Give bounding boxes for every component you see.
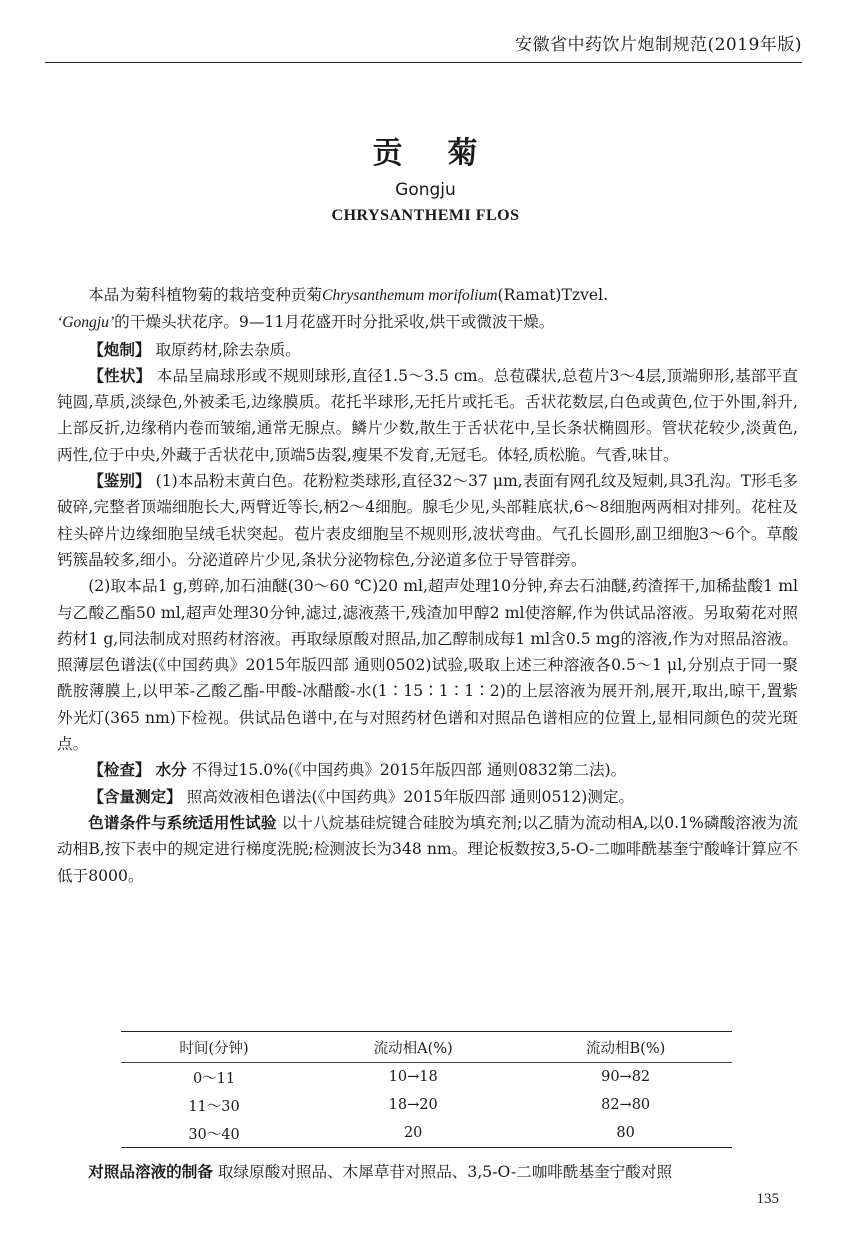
table-row: 0～11 10→18 90→82 <box>192 1069 651 1087</box>
chromatography-conditions: 色谱条件与系统适用性试验 以十八烷基硅烷键合硅胶为填充剂;以乙腈为流动相A,以0.1%磷酸溶液为流动相B,按下表中的规定进行梯度洗脱;检测波长为348 nm。理论板数按3,5-O-二咖啡酰基奎宁酸峰计算应不低于8000。 <box>57 813 798 885</box>
assay-tag: 【含量测定】 <box>88 787 182 806</box>
intro-paragraph: 本品为菊科植物菊的栽培变种贡菊Chrysanthemum morifolium(Ramat)Tzvel. ‘Gongju’的干燥头状花序。9—11月花盛开时分批采收,烘干或微波干燥。 <box>57 286 609 332</box>
description-section: 【性状】 本品呈扁球形或不规则球形,直径1.5～3.5 cm。总苞碟状,总苞片3～4层,顶端卵形,基部平直钝圆,草质,淡绿色,外被柔毛,边缘膜质。花托半球形,无托片或托毛。舌状花数层,白色或黄色,位于外围,斜升,上部反折,边缘稍内卷而皱缩,通常无腺点。鳞片少数,散生于舌状花中,呈长条状椭圆形。管状花较少,淡黄色,两性,位于中央,外藏于舌状花中,顶端5齿裂,瘦果不发育,无冠毛。体轻,质松脆。气香,味甘。 <box>57 366 798 464</box>
identification-tag: 【鉴别】 <box>88 472 151 491</box>
reference-prep-subhead: 对照品溶液的制备 <box>88 1163 213 1181</box>
monograph-title <box>0 128 851 172</box>
identification-section-1: 【鉴别】 (1)本品粉末黄白色。花粉粒类球形,直径32～37 μm,表面有网孔纹及短刺,具3孔沟。T形毛多破碎,完整者顶端细胞长大,两臂近等长,柄2～4细胞。腺毛少见,头部鞋底状,6～8细胞两两相对排列。花柱及柱头碎片边缘细胞呈绒毛状突起。苞片表皮细胞呈不规则形,波状弯曲。气孔长圆形,副卫细胞3～6个。草酸钙簇晶较多,细小。分泌道碎片少见,条状分泌物棕色,分泌道多位于导管群旁。 <box>57 472 798 569</box>
identification-section-2: (2)取本品1 g,剪碎,加石油醚(30～60 ℃)20 ml,超声处理10分钟,弃去石油醚,药渣挥干,加稀盐酸1 ml与乙酸乙酯50 ml,超声处理30分钟,滤过,滤液蒸干,残渣加甲醇2 ml使溶解,作为供试品溶液。另取菊花对照药材1 g,同法制成对照药材溶液。再取绿原酸对照品,加乙醇制成每1 ml含0.5 mg的溶液,作为对照品溶液。照薄层色谱法(《中国药典》2015年版四部 通则0502)试验,吸取上述三种溶液各0.5～1 μl,分别点于同一聚酰胺薄膜上,以甲苯-乙酸乙酯-甲酸-冰醋酸-水(1∶15∶1∶1∶2)的上层溶液为展开剂,展开,取出,晾干,置紫外光灯(365 nm)下检视。供试品色谱中,在与对照药材色谱和对照品色谱相应的位置上,显相同颜色的荧光斑点。 <box>57 577 798 754</box>
assay-section: 【含量测定】 照高效液相色谱法(《中国药典》2015年版四部 通则0512)测定。 <box>88 787 635 806</box>
col-header-time: 时间(分钟) <box>179 1040 249 1057</box>
title-char-1: 贡 <box>372 136 404 171</box>
reference-prep-section: 对照品溶液的制备 取绿原酸对照品、木犀草苷对照品、3,5-O-二咖啡酰基奎宁酸对照 <box>88 1163 673 1181</box>
col-header-phase-a: 流动相A(%) <box>373 1040 453 1057</box>
inspection-section: 【检查】 水分 不得过15.0%(《中国药典》2015年版四部 通则0832第二法)。 <box>88 761 627 780</box>
latin-name: CHRYSANTHEMI FLOS <box>331 207 520 224</box>
book-title: 安徽省中药饮片炮制规范(2019年版) <box>514 35 802 55</box>
species-name: Chrysanthemum morifolium <box>322 287 498 304</box>
table-row: 11～30 18→20 82→80 <box>188 1097 651 1115</box>
table-row: 30～40 20 80 <box>121 1119 732 1148</box>
cultivar-name: ‘Gongju’ <box>57 314 115 332</box>
table-header-row <box>121 1032 732 1063</box>
page-number: 135 <box>756 1191 779 1207</box>
running-header <box>45 30 802 63</box>
gradient-table <box>121 1031 732 1148</box>
inspection-item: 水分 <box>155 761 187 780</box>
conditions-subhead: 色谱条件与系统适用性试验 <box>88 813 277 832</box>
pinyin-name: Gongju <box>395 180 456 200</box>
processing-tag: 【炮制】 <box>88 340 151 359</box>
inspection-tag: 【检查】 <box>88 761 151 780</box>
description-tag: 【性状】 <box>88 366 152 385</box>
title-char-2: 菊 <box>447 136 479 171</box>
col-header-phase-b: 流动相B(%) <box>586 1040 666 1057</box>
monograph-body <box>57 282 798 889</box>
processing-section: 【炮制】 取原药材,除去杂质。 <box>88 340 301 359</box>
